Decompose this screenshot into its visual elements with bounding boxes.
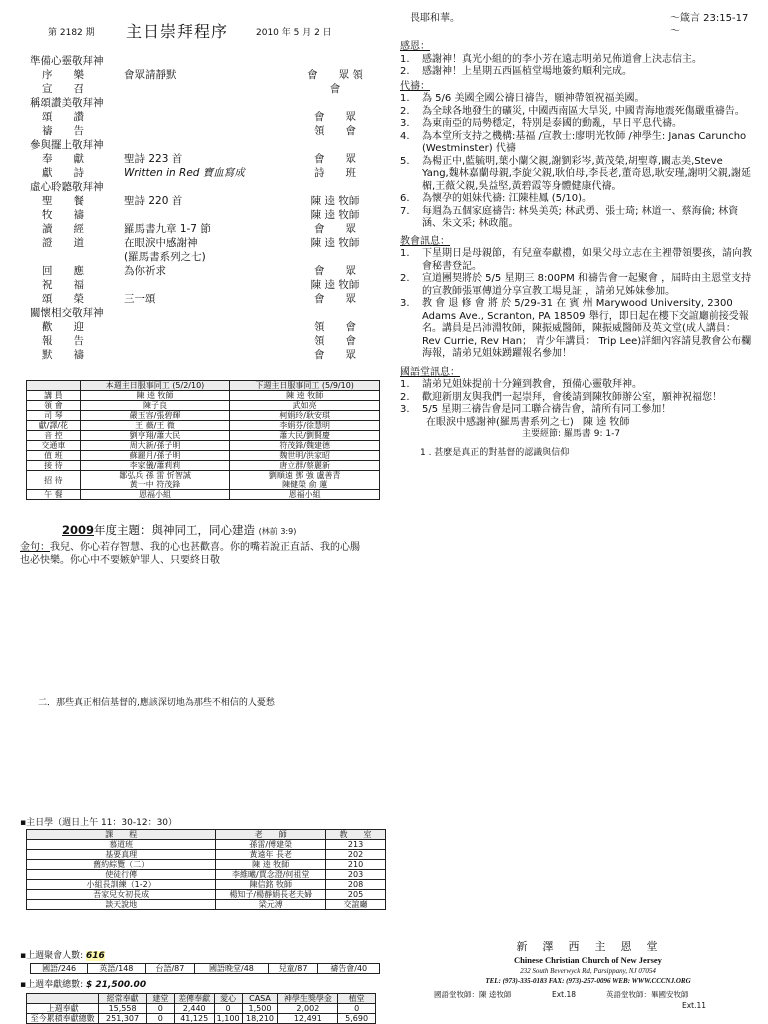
table-header-cell: 植堂 (338, 994, 376, 1004)
table-row (27, 840, 386, 850)
attendance-cell: 禱告會/40 (318, 964, 380, 974)
pastor-mandarin-ext: Ext.18 (552, 990, 577, 999)
table-cell: 18,210 (242, 1014, 278, 1024)
page-title: 主日崇拜程序 (126, 22, 229, 41)
table-cell: 203 (326, 870, 386, 880)
sunday-school-title: ▪主日學（週日上午 11：30-12：30） (20, 818, 178, 828)
table-row (27, 441, 380, 451)
list-item (400, 206, 752, 231)
attendance-cell: 國語晚堂/48 (195, 964, 268, 974)
table-cell: 李家儀/蕭莉莉 (80, 461, 230, 471)
list-text: 感謝神！上星期五西區植堂場地簽約順利完成。 (422, 66, 632, 77)
order-row (30, 236, 370, 264)
order-row (30, 82, 370, 96)
news-title: 教會訊息： (400, 235, 450, 247)
order-item: 宣 召 (42, 83, 84, 95)
verse-continuation-text: 畏耶和華。 (410, 13, 460, 24)
table-cell: 12,491 (278, 1014, 338, 1024)
list-item (400, 298, 752, 361)
table-cell: 慕道班 (27, 840, 216, 850)
right-column (400, 13, 752, 459)
order-leader: 詩 班 (314, 167, 356, 179)
order-leader: 領 會 (314, 321, 356, 333)
list-number: 1. (400, 93, 410, 104)
table-cell: 楊知子/楊靜娟長老夫婦 (216, 890, 326, 900)
memory-verse-text: 我兒、你心若存智慧、我的心也甚歡喜。你的嘴若說正直話、我的心腸也必快樂。你心中不要嫉妒罪人、只要終日敬 (20, 542, 360, 566)
order-leader: 領 會 (314, 335, 356, 347)
table-cell: 1,500 (242, 1004, 278, 1014)
order-leader: 陳 逵 牧師 (310, 279, 360, 291)
table-cell: 1,100 (214, 1014, 242, 1024)
year-theme (62, 523, 372, 537)
list-number: 2. (400, 105, 410, 117)
news-list (400, 248, 752, 361)
list-text: 為懷孕的姐妹代禱: 江陳桂鳳 (5/10)。 (422, 193, 592, 204)
table-cell: 陳信銘 牧師 (216, 880, 326, 890)
table-row (27, 431, 380, 441)
list-number: 1. (400, 53, 410, 65)
list-text: 請弟兄姐妹提前十分鐘到教會，預備心靈敬拜神。 (422, 379, 642, 390)
table-row (27, 1004, 376, 1014)
order-item: 奉 獻 (42, 153, 84, 165)
mandarin-news-list (400, 379, 752, 417)
order-leader: 會 (329, 83, 341, 95)
list-item (400, 66, 752, 79)
attendance-total: 616 (86, 951, 105, 961)
memory-verse-label: 金句： (20, 542, 50, 553)
order-leader: 陳 逵 牧師 (310, 195, 360, 207)
table-cell: 招 待 (27, 471, 81, 490)
order-row (30, 166, 370, 180)
table-header-cell: 經常奉獻 (99, 994, 147, 1004)
table-row (27, 900, 386, 910)
table-cell: 劉亨翔/蕭大民 (80, 431, 230, 441)
table-cell: 吾家兒女初長成 (27, 890, 216, 900)
table-row (27, 461, 380, 471)
table-header-cell: 老 師 (216, 830, 326, 840)
order-item: 默 禱 (42, 349, 84, 361)
table-cell: 劉順遠 鄧 強 盧善青 陳健榮 俞 蓮 (230, 471, 380, 490)
list-number: 2. (400, 273, 410, 284)
list-text: 為楊正中,藍毓明,葉小蘭父親,謝劉彩岑,黃茂榮,胡聖尊,闞志美,Steve Yang,魏林嘉蘭母親,李旋父親,耿伯母,李長老,董奇恩,耿安瑾,謝明父親,謝延楣,王薇父親,吳益堅,黃碧霞等身體健康代禱。 (422, 155, 751, 192)
order-item: 禱 告 (42, 125, 84, 137)
sermon-title: 在眼淚中感謝神(羅馬書系列之七) (426, 416, 574, 428)
order-content: 會眾請靜默 (124, 69, 177, 81)
order-item: 證 道 (42, 237, 84, 249)
order-section-heading: 參與擺上敬拜神 (30, 139, 104, 151)
table-row (27, 391, 380, 401)
table-cell: 2,440 (174, 1004, 214, 1014)
theme-text: 年度主題：與神同工，同心建造 (94, 523, 256, 537)
table-row (31, 964, 380, 974)
attendance-cell: 台語/87 (145, 964, 195, 974)
list-text: 下星期日是母親節，有兒童奉獻禮，如果父母立志在主裡帶領嬰孩，請向教會秘書登記。 (422, 248, 752, 272)
list-item (400, 392, 752, 405)
memory-verse (20, 541, 368, 567)
table-cell: 41,125 (174, 1014, 214, 1024)
table-row (27, 451, 380, 461)
table-row (27, 890, 386, 900)
table-cell: 陳 逵 牧師 (230, 391, 380, 401)
table-cell: 黃遠年 長老 (216, 850, 326, 860)
table-cell: 213 (326, 840, 386, 850)
list-item (400, 93, 752, 106)
table-header-cell (27, 381, 81, 391)
list-number: 1. (400, 379, 410, 390)
order-content: 三一頌 (124, 293, 156, 305)
order-row (30, 68, 370, 82)
order-row (30, 278, 370, 292)
table-header-cell: CASA (242, 994, 278, 1004)
thanks-list (400, 54, 752, 79)
table-cell: 嚴玉容/張碧輝 (80, 411, 230, 421)
attendance-cell: 兒童/87 (268, 964, 318, 974)
issue-number: 第 2182 期 (48, 28, 95, 38)
table-cell: 符茂鋒/魏建德 (230, 441, 380, 451)
order-leader: 會 眾 (314, 223, 356, 235)
list-item (400, 379, 752, 392)
table-cell: 司 琴 (27, 411, 81, 421)
order-item: 歡 迎 (42, 321, 84, 333)
table-header-row (27, 994, 376, 1004)
table-cell: 陳 逵 牧師 (216, 860, 326, 870)
verse-continuation (400, 13, 752, 41)
order-of-service (30, 54, 370, 362)
mandarin-news-title: 國語堂訊息： (400, 366, 460, 378)
order-content: 在眼淚中感謝神 (羅馬書系列之七) (124, 237, 206, 263)
list-text: 教 會 退 修 會 將 於 5/29-31 在 賓 州 Marywood University, 2300 Adams Ave., Scranton, PA 18509 舉行，即日起在樓下交誼廳前接受報名。講員是呂沛淵牧師，陳振威醫師，陳振威醫師及英文堂(成人講員： Rev Currie, Rev Han； 青少年講員： Trip Lee)詳細內容請見教會公布欄海報，請弟兄姐妹踴躍報名參加！ (422, 298, 752, 359)
church-address: 232 South Beverwyck Rd, Parsippany, NJ 07054 (520, 967, 656, 975)
pastor-line (420, 989, 756, 1011)
table-cell: 音 控 (27, 431, 81, 441)
church-name-cn: 新 澤 西 主 恩 堂 (516, 940, 660, 953)
list-item (400, 248, 752, 273)
order-row (30, 124, 370, 138)
table-cell: 接 待 (27, 461, 81, 471)
table-cell: 0 (338, 1004, 376, 1014)
order-row (30, 194, 370, 208)
prayer-title: 代禱： (400, 80, 430, 92)
table-cell: 210 (326, 860, 386, 870)
list-text: 為 5/6 美國全國公禱日禱告，願神帶領祝福美國。 (422, 93, 645, 104)
table-header-cell: 本週主日服事同工 (5/2/10) (80, 381, 230, 391)
offering-label: ▪上週奉獻總數: (20, 980, 84, 990)
theme-year: 2009 (62, 523, 95, 537)
table-cell: 值 班 (27, 451, 81, 461)
order-item: 頌 榮 (42, 293, 84, 305)
page-header (48, 22, 368, 44)
table-cell: 獻/譯/花 (27, 421, 81, 431)
service-date: 2010 年 5 月 2 日 (256, 28, 332, 38)
order-leader: 陳 逵 牧師 (310, 209, 360, 221)
order-content: 為你祈求 (124, 265, 166, 277)
order-row (30, 348, 370, 362)
list-text: 5/5 星期三禱告會是同工聯合禱告會，請所有同工參加！ (422, 404, 672, 415)
verse-continuation-ref: ～箴言 23:15-17～ (670, 13, 749, 37)
order-row (30, 152, 370, 166)
church-name-en: Chinese Christian Church of New Jersey (514, 955, 662, 965)
table-cell: 領 會 (27, 401, 81, 411)
order-leader: 領 會 (314, 125, 356, 137)
table-header-cell: 差傳奉獻 (174, 994, 214, 1004)
table-cell: 2,002 (278, 1004, 338, 1014)
order-leader: 會 眾 (314, 153, 356, 165)
table-cell: 交誼廳 (326, 900, 386, 910)
table-cell: 舊約綜覽（二） (27, 860, 216, 870)
table-row (27, 490, 380, 500)
table-cell: 0 (146, 1014, 174, 1024)
list-item (400, 118, 752, 131)
table-cell: 使徒行傳 (27, 870, 216, 880)
table-cell: 205 (326, 890, 386, 900)
table-cell: 陳 逵 牧師 (80, 391, 230, 401)
list-item (400, 156, 752, 194)
order-leader: 會 眾 (314, 293, 356, 305)
list-number: 3. (400, 118, 410, 129)
staff-table (26, 380, 380, 500)
table-cell: 小組長訓練（1-2） (27, 880, 216, 890)
sermon-title-line (400, 417, 752, 430)
table-row (27, 880, 386, 890)
table-row (27, 421, 380, 431)
order-leader: 會 眾 領 (307, 69, 363, 81)
list-number: 1. (400, 248, 410, 259)
order-item: 祝 福 (42, 279, 84, 291)
table-header-cell: 愛心 (214, 994, 242, 1004)
table-cell: 恩福小組 (80, 490, 230, 500)
list-text: 每週為五個家庭禱告: 林吳美英; 林武勇、張士琦; 林道一、蔡海倫; 林資涵、朱文采; 林政龍。 (422, 205, 739, 229)
table-cell: 0 (214, 1004, 242, 1014)
table-header-row (27, 381, 380, 391)
table-row (27, 850, 386, 860)
order-row (30, 222, 370, 236)
table-cell: 李娟芬/徐慧明 (230, 421, 380, 431)
list-item (400, 54, 752, 67)
table-cell: 梁元溥 (216, 900, 326, 910)
order-row (30, 334, 370, 348)
list-item (400, 273, 752, 298)
order-content: 羅馬書九章 1-7 節 (124, 223, 211, 235)
table-header-row (27, 830, 386, 840)
list-text: 感謝神！真光小組的的李小芳在遠志明弟兄佈道會上決志信主。 (422, 53, 702, 65)
list-number: 2. (400, 391, 410, 403)
table-cell: 孫雷/傅建榮 (216, 840, 326, 850)
table-cell: 基要真理 (27, 850, 216, 860)
order-item: 獻 詩 (42, 167, 84, 179)
order-row (30, 292, 370, 306)
list-text: 為東南亞的局勢穩定，特別是泰國的動亂，早日平息代禱。 (422, 118, 682, 129)
table-header-cell: 教 室 (326, 830, 386, 840)
church-info (420, 940, 756, 1011)
order-item: 聖 餐 (42, 195, 84, 207)
sunday-school-table (26, 829, 386, 910)
table-header-cell (27, 994, 99, 1004)
table-cell: 李維曦/賈念澄/何祖堂 (216, 870, 326, 880)
attendance-label: ▪上週聚會人數: (20, 951, 84, 961)
list-item (400, 106, 752, 119)
pastor-english-ext: Ext.11 (682, 1001, 707, 1010)
table-header-cell: 下週主日服事同工 (5/9/10) (230, 381, 380, 391)
offering-total: $ 21,500.00 (86, 980, 147, 990)
table-cell: 柯娟玲/耿安琪 (230, 411, 380, 421)
list-text: 為全球各地發生的礦災, 中國西南區大旱災, 中國青海地震死傷嚴重禱告。 (422, 105, 745, 117)
sermon-preacher: 陳 逵 牧師 (583, 416, 630, 428)
order-leader: 陳 逵 牧師 (310, 237, 360, 249)
table-row (27, 870, 386, 880)
sermon-point-2: 二．那些真正相信基督的,應該深切地為那些不相信的人憂愁 (38, 698, 275, 708)
list-number: 5. (400, 155, 410, 167)
order-section-heading: 稱頌讚美敬拜神 (30, 97, 104, 109)
prayer-list (400, 93, 752, 231)
church-contact: TEL: (973)-335-0183 FAX: (973)-257-0096 WEB: WWW.CCCNJ.ORG (485, 977, 691, 985)
table-header-cell: 課 程 (27, 830, 216, 840)
table-cell: 0 (146, 1004, 174, 1014)
list-text: 宣道團契將於 5/5 星期三 8:00PM 和禱告會一起聚會 ，屆時由主恩堂支持的宣教師張軍傳道分享宣教工場見証 ，請弟兄姊妹參加。 (422, 273, 752, 297)
order-item: 牧 禱 (42, 209, 84, 221)
table-cell: 15,558 (99, 1004, 147, 1014)
order-leader: 會 眾 (314, 349, 356, 361)
table-cell: 蕭大民/劉賢慶 (230, 431, 380, 441)
list-number: 6. (400, 193, 410, 204)
table-cell: 武如亮 (230, 401, 380, 411)
table-cell: 251,307 (99, 1014, 147, 1024)
list-number: 3. (400, 298, 410, 309)
list-number: 7. (400, 205, 410, 217)
list-item (400, 193, 752, 206)
order-content: Written in Red 寶血寫成 (124, 167, 245, 179)
table-cell: 恩福小組 (230, 490, 380, 500)
table-cell: 唐立群/蔡麗新 (230, 461, 380, 471)
order-item: 頌 讚 (42, 111, 84, 123)
order-section-heading: 關懷相交敬拜神 (30, 307, 104, 319)
table-row (27, 860, 386, 870)
order-row (30, 320, 370, 334)
list-text: 為本堂所支持之機構:基福 /宣教士:廖明光牧師 /神學生: Janas Caruncho (Westminster) 代禱 (422, 130, 747, 154)
list-text: 歡迎新朋友與我們一起崇拜，會後請到陳牧師辦公室，願神祝福您！ (422, 391, 722, 403)
table-cell: 上週奉獻 (27, 1004, 99, 1014)
table-cell: 蘇麗月/孫子明 (80, 451, 230, 461)
attendance-table (30, 963, 380, 974)
order-leader: 會 眾 (314, 111, 356, 123)
table-row (27, 401, 380, 411)
offering-table (26, 993, 376, 1024)
table-cell: 談天說地 (27, 900, 216, 910)
order-row (30, 208, 370, 222)
table-row (27, 411, 380, 421)
order-row (30, 110, 370, 124)
table-cell: 5,690 (338, 1014, 376, 1024)
table-cell: 至今累積奉獻總數 (27, 1014, 99, 1024)
sermon-scripture: 主要經節: 羅馬書 9: 1-7 (522, 429, 621, 439)
table-cell: 講 員 (27, 391, 81, 401)
attendance-cell: 英語/148 (88, 964, 145, 974)
list-item (400, 404, 752, 417)
attendance-line (20, 951, 105, 962)
table-cell: 202 (326, 850, 386, 860)
order-leader: 會 眾 (314, 265, 356, 277)
list-number: 4. (400, 130, 410, 142)
table-cell: 陳子良 (80, 401, 230, 411)
order-section-heading: 虛心聆聽敬拜神 (30, 181, 104, 193)
order-content: 聖詩 223 首 (124, 153, 183, 165)
list-number: 3. (400, 404, 410, 415)
theme-reference: (林前 3:9) (258, 527, 297, 536)
order-row (30, 264, 370, 278)
order-item: 回 應 (42, 265, 84, 277)
table-cell: 鄒弘兵 孫 雷 忻智誠 黃一中 符茂鋒 (80, 471, 230, 490)
order-item: 報 告 (42, 335, 84, 347)
table-header-cell: 神學生獎學金 (278, 994, 338, 1004)
table-cell: 魏世明/洪家昭 (230, 451, 380, 461)
attendance-cell: 國語/246 (31, 964, 88, 974)
list-item (400, 131, 752, 156)
table-row (27, 1014, 376, 1024)
order-content: 聖詩 220 首 (124, 195, 183, 207)
thanks-title: 感恩： (400, 41, 430, 52)
table-cell: 午 餐 (27, 490, 81, 500)
pastor-english: 英語堂牧師：畢國安牧師 (606, 990, 689, 999)
order-item: 序 樂 (42, 69, 84, 81)
table-cell: 208 (326, 880, 386, 890)
list-number: 2. (400, 66, 410, 77)
pastor-mandarin: 國語堂牧師：陳 逵牧師 (434, 990, 512, 999)
table-cell: 交通車 (27, 441, 81, 451)
order-item: 讀 經 (42, 223, 84, 235)
offering-line (20, 980, 146, 991)
table-row (27, 471, 380, 490)
table-cell: 王 薇/王 微 (80, 421, 230, 431)
order-section-heading: 準備心靈敬拜神 (30, 55, 104, 67)
table-header-cell: 建堂 (146, 994, 174, 1004)
table-cell: 周大新/孫子明 (80, 441, 230, 451)
sermon-point-1: 1 . 甚麼是真正的對基督的認識與信仰 (420, 448, 570, 458)
